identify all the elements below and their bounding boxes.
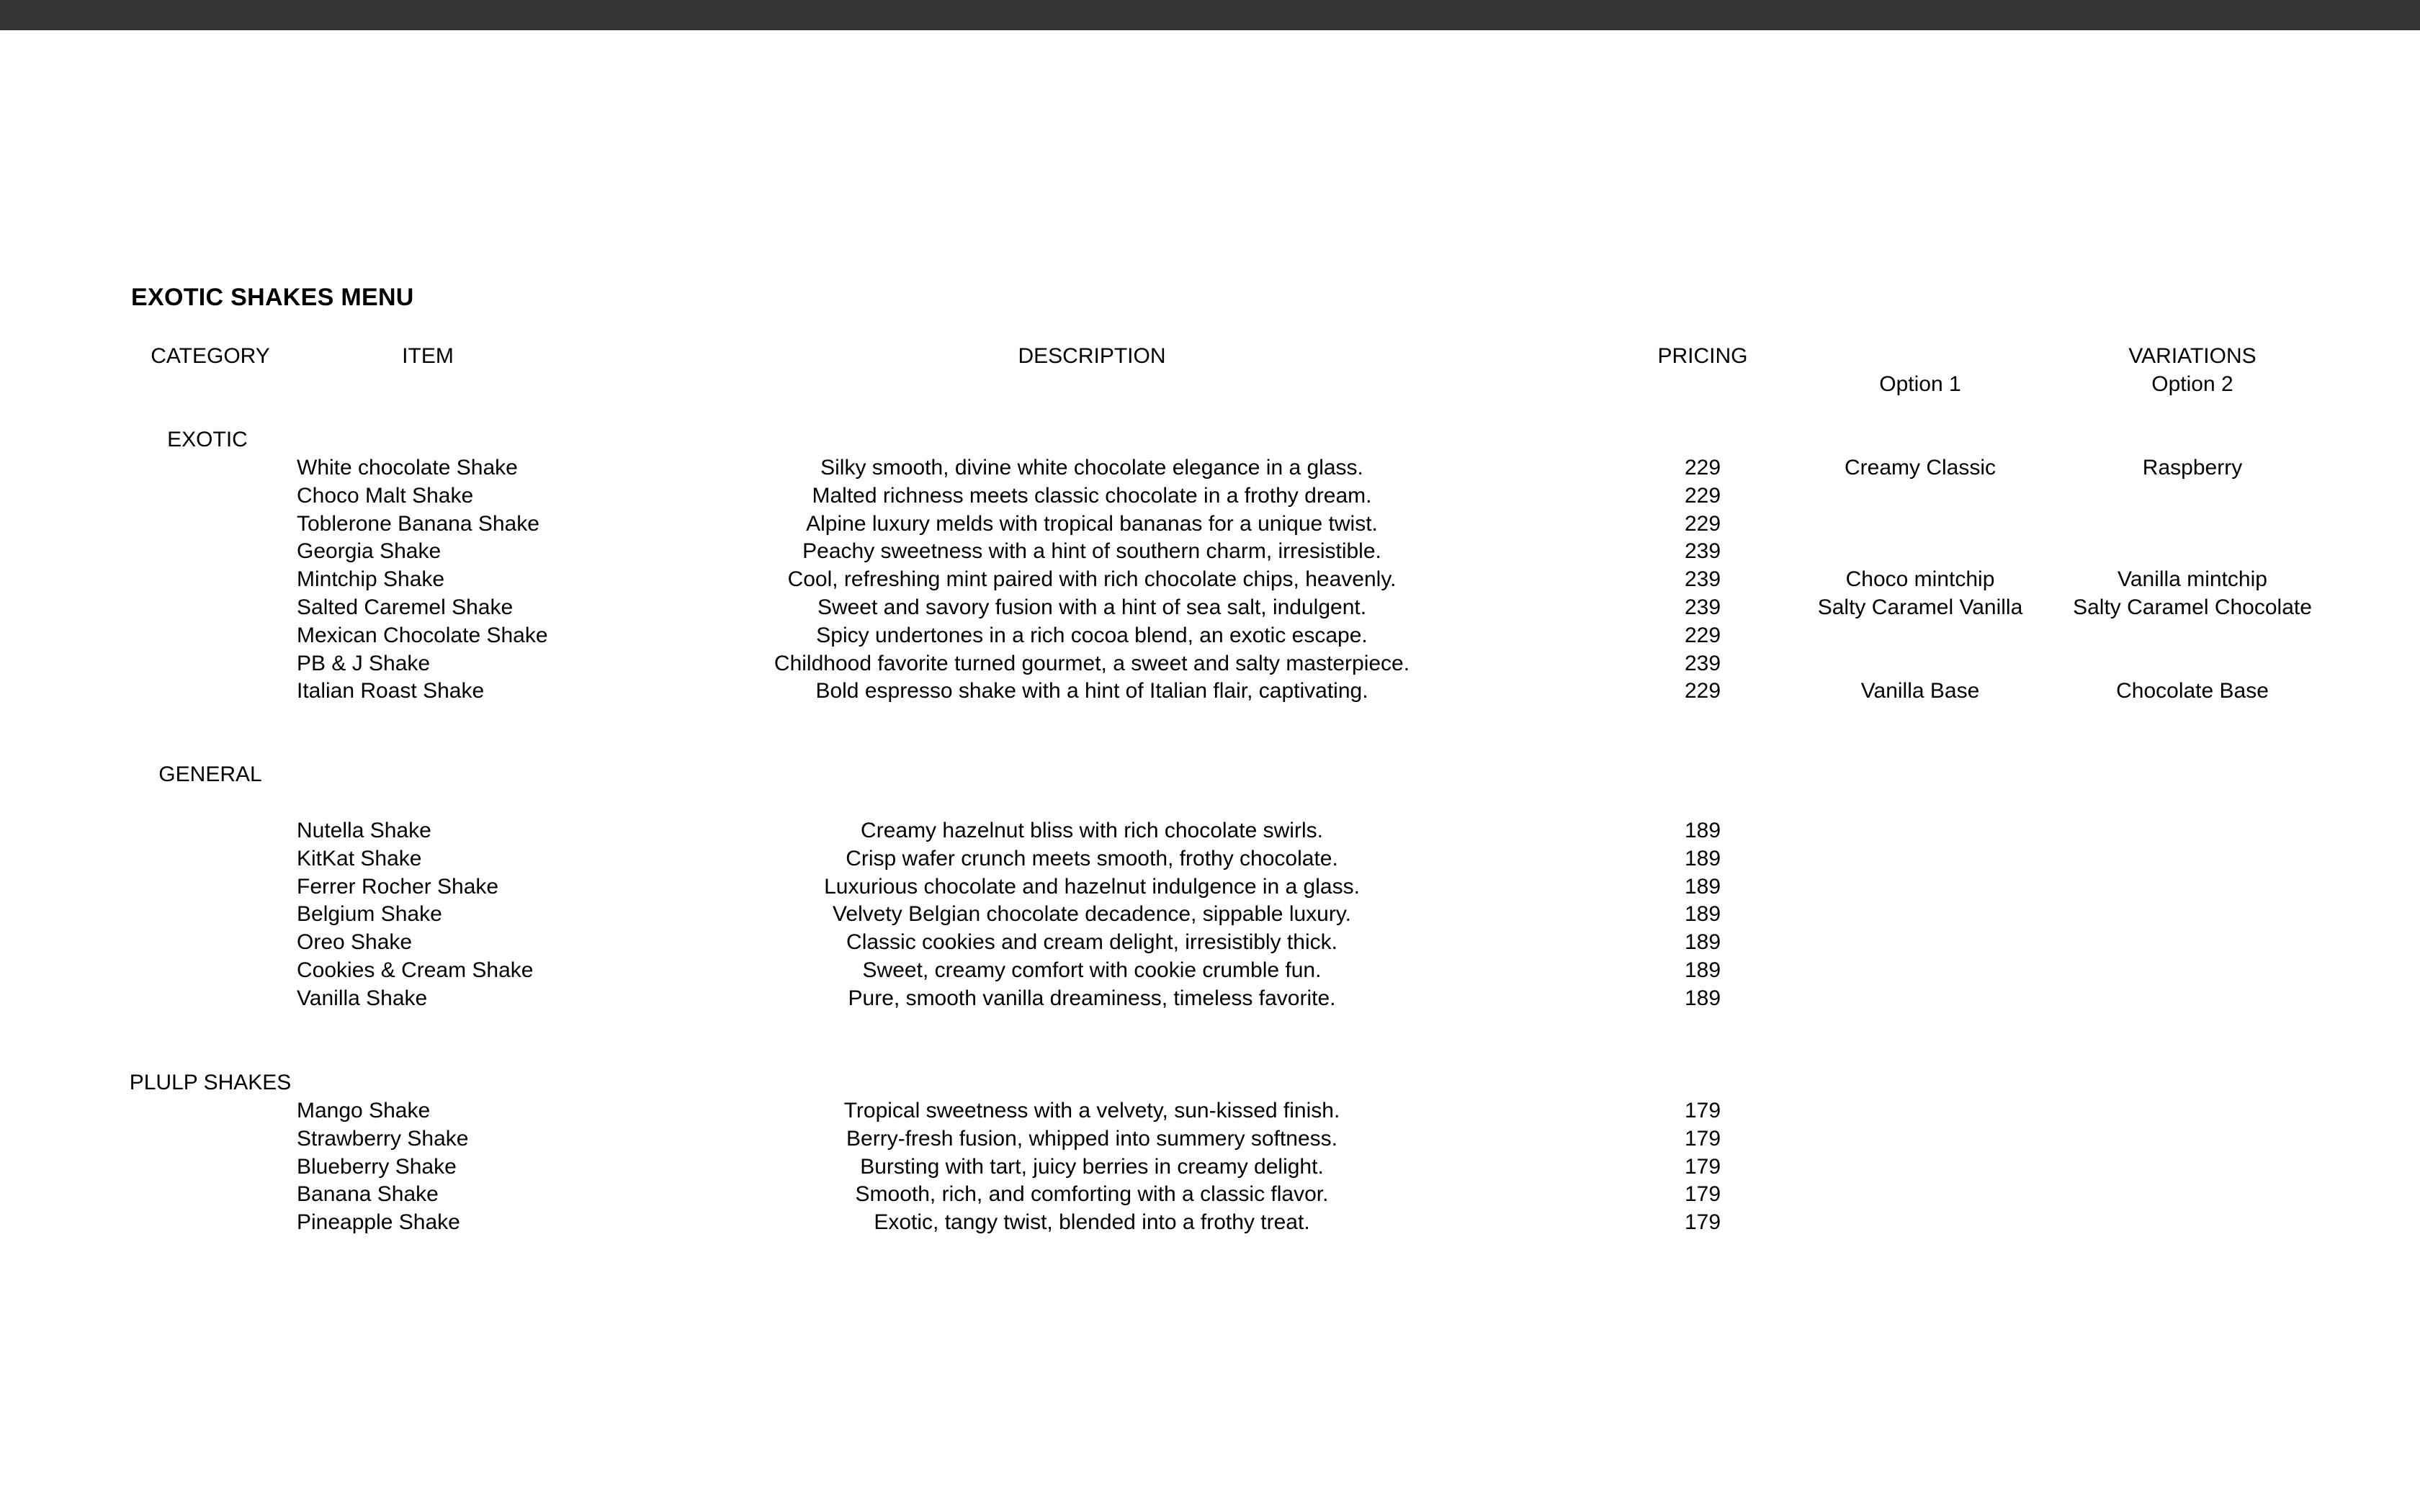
item-name: Salted Caremel Shake (297, 595, 514, 619)
item-name: Banana Shake (297, 1182, 439, 1207)
table-row (0, 901, 2420, 928)
table-row (0, 957, 2420, 984)
table-row (0, 622, 2420, 649)
item-option1: Vanilla Base (1860, 679, 1980, 703)
item-option2: Salty Caramel Chocolate (2073, 595, 2312, 619)
item-price: 229 (1684, 623, 1721, 647)
item-description: Pure, smooth vanilla dreaminess, timeless favorite. (848, 986, 1336, 1010)
item-name: Mango Shake (297, 1099, 431, 1122)
header-variations: VARIATIONS (2128, 344, 2257, 368)
table-row (0, 985, 2420, 1012)
item-price: 189 (1684, 958, 1721, 982)
item-name: Pineapple Shake (297, 1210, 460, 1235)
item-price: 189 (1684, 819, 1721, 842)
item-description: Exotic, tangy twist, blended into a frothy treat. (874, 1210, 1310, 1235)
header-option2: Option 2 (2151, 372, 2233, 396)
top-toolbar (0, 0, 2420, 30)
item-price: 189 (1684, 846, 1721, 870)
item-description: Cool, refreshing mint paired with rich chocolate chips, heavenly. (787, 567, 1397, 592)
item-option2: Chocolate Base (2116, 679, 2269, 703)
item-description: Peachy sweetness with a hint of southern charm, irresistible. (802, 539, 1381, 564)
item-price: 239 (1684, 567, 1721, 592)
item-price: 179 (1684, 1099, 1721, 1122)
item-price: 179 (1684, 1126, 1721, 1151)
item-price: 239 (1684, 595, 1721, 619)
item-description: Velvety Belgian chocolate decadence, sippable luxury. (833, 902, 1351, 927)
item-name: Mexican Chocolate Shake (297, 623, 548, 647)
item-name: Oreo Shake (297, 930, 413, 955)
item-name: Nutella Shake (297, 819, 431, 842)
header-item: ITEM (402, 344, 454, 368)
item-price: 179 (1684, 1210, 1721, 1235)
item-description: Sweet, creamy comfort with cookie crumble fun. (862, 958, 1322, 982)
item-description: Creamy hazelnut bliss with rich chocolate swirls. (861, 819, 1323, 842)
menu-title: EXOTIC SHAKES MENU (131, 284, 414, 311)
item-description: Silky smooth, divine white chocolate elegance in a glass. (820, 456, 1363, 480)
item-name: Italian Roast Shake (297, 679, 485, 703)
item-description: Luxurious chocolate and hazelnut indulgence in a glass. (824, 874, 1360, 899)
item-name: Ferrer Rocher Shake (297, 874, 499, 899)
item-description: Bold espresso shake with a hint of Italian flair, captivating. (815, 679, 1368, 703)
item-name: Belgium Shake (297, 902, 442, 927)
item-price: 239 (1684, 651, 1721, 675)
table-row (0, 1153, 2420, 1181)
table-row (0, 650, 2420, 678)
item-price: 189 (1684, 874, 1721, 899)
item-description: Berry-fresh fusion, whipped into summery softness. (846, 1126, 1337, 1151)
header-description: DESCRIPTION (1018, 344, 1166, 368)
item-description: Spicy undertones in a rich cocoa blend, an exotic escape. (816, 623, 1368, 647)
item-name: Vanilla Shake (297, 986, 428, 1010)
item-name: Cookies & Cream Shake (297, 958, 534, 982)
item-name: Toblerone Banana Shake (297, 511, 539, 536)
item-price: 239 (1684, 539, 1721, 564)
document-page (0, 30, 2420, 1512)
item-name: Choco Malt Shake (297, 483, 474, 508)
item-description: Sweet and savory fusion with a hint of sea salt, indulgent. (817, 595, 1367, 619)
table-row (0, 566, 2420, 593)
item-name: KitKat Shake (297, 846, 422, 870)
table-row (0, 594, 2420, 621)
header-category: CATEGORY (151, 344, 270, 368)
item-price: 229 (1684, 679, 1721, 703)
item-price: 229 (1684, 456, 1721, 480)
item-description: Alpine luxury melds with tropical bananas for a unique twist. (806, 511, 1378, 536)
item-name: PB & J Shake (297, 651, 431, 675)
table-row (0, 1181, 2420, 1208)
item-price: 189 (1684, 930, 1721, 955)
table-row (0, 538, 2420, 565)
item-name: Georgia Shake (297, 539, 442, 564)
table-row (0, 817, 2420, 845)
item-description: Malted richness meets classic chocolate in a frothy dream. (812, 483, 1372, 508)
item-price: 189 (1684, 986, 1721, 1010)
item-price: 229 (1684, 511, 1721, 536)
item-price: 179 (1684, 1154, 1721, 1179)
item-option2: Vanilla mintchip (2118, 567, 2267, 592)
table-row (0, 454, 2420, 482)
item-name: Mintchip Shake (297, 567, 445, 592)
table-row (0, 678, 2420, 705)
header-pricing: PRICING (1657, 344, 1748, 368)
item-description: Tropical sweetness with a velvety, sun-kissed finish. (843, 1099, 1340, 1122)
header-option1: Option 1 (1879, 372, 1961, 396)
item-description: Bursting with tart, juicy berries in creamy delight. (860, 1154, 1324, 1179)
item-name: Blueberry Shake (297, 1154, 457, 1179)
table-row (0, 510, 2420, 538)
item-option1: Choco mintchip (1845, 567, 1995, 592)
table-row (0, 845, 2420, 873)
item-option1: Salty Caramel Vanilla (1817, 595, 2023, 619)
table-row (0, 1125, 2420, 1153)
item-price: 189 (1684, 902, 1721, 927)
category-label: PLULP SHAKES (129, 1071, 292, 1094)
item-name: White chocolate Shake (297, 456, 518, 480)
item-description: Childhood favorite turned gourmet, a sweet and salty masterpiece. (774, 651, 1410, 675)
item-option2: Raspberry (2142, 456, 2243, 480)
category-label: GENERAL (158, 762, 262, 786)
table-row (0, 1097, 2420, 1125)
item-option1: Creamy Classic (1844, 456, 1996, 480)
table-row (0, 482, 2420, 510)
category-label: EXOTIC (167, 428, 248, 451)
item-description: Smooth, rich, and comforting with a classic flavor. (855, 1182, 1329, 1207)
table-row (0, 929, 2420, 956)
table-row (0, 1209, 2420, 1236)
item-price: 179 (1684, 1182, 1721, 1207)
item-description: Crisp wafer crunch meets smooth, frothy chocolate. (846, 846, 1338, 870)
item-name: Strawberry Shake (297, 1126, 469, 1151)
table-row (0, 873, 2420, 901)
item-price: 229 (1684, 483, 1721, 508)
item-description: Classic cookies and cream delight, irresistibly thick. (846, 930, 1337, 955)
